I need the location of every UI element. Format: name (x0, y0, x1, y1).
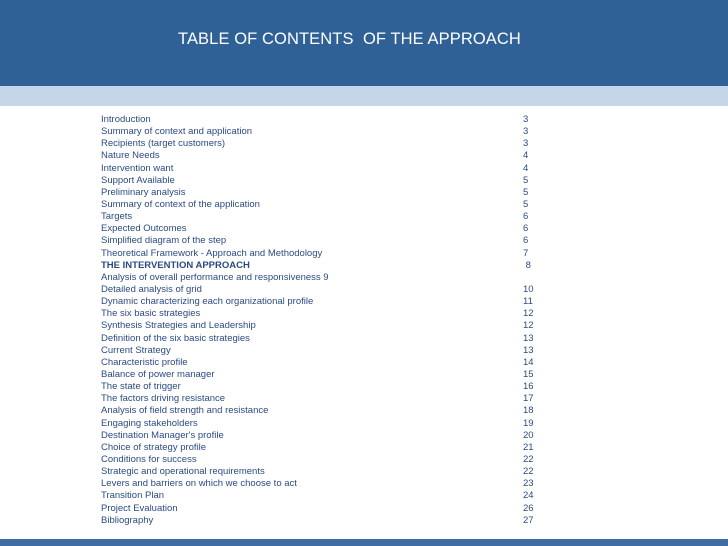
toc-entry (101, 235, 581, 247)
toc-entry-page: 17 (523, 393, 534, 405)
toc-entry-page: 16 (523, 381, 534, 393)
toc-entry (101, 296, 581, 308)
toc-entry-label: Engaging stakeholders (101, 417, 198, 429)
toc-entry-label: Definition of the six basic strategies (101, 332, 250, 344)
toc-entry-page: 4 (523, 150, 529, 162)
toc-entry-page: 3 (523, 114, 529, 125)
toc-entry-label: Theoretical Framework - Approach and Methodology (101, 247, 323, 259)
toc-entry-page: 13 (523, 344, 534, 356)
toc-entry (101, 223, 581, 235)
toc-entry-page: 5 (523, 186, 529, 198)
page-title: TABLE OF CONTENTS OF THE APPROACH (178, 30, 521, 48)
toc-entry-label: Destination Manager's profile (101, 429, 224, 441)
toc-entry (101, 211, 581, 223)
toc-entry (101, 369, 581, 381)
toc-entry-page: 24 (523, 490, 534, 502)
toc-entry (101, 345, 581, 357)
toc-entry (101, 138, 581, 150)
toc-entry-page: 6 (523, 235, 529, 247)
toc-entry-label: Nature Needs (101, 150, 160, 162)
toc-entry-label: Analysis of field strength and resistance (101, 405, 269, 417)
toc-entry-page: 11 (523, 296, 533, 308)
toc-entry-page: 19 (523, 417, 534, 429)
toc-entry (101, 320, 581, 332)
toc-entry-label: The six basic strategies (101, 308, 201, 320)
toc-entry-page: 6 (523, 211, 529, 223)
toc-entry (101, 418, 581, 430)
toc-entry (101, 430, 581, 442)
toc-entry (101, 381, 581, 393)
toc-entry (101, 466, 581, 478)
toc-entry-page: 5 (523, 174, 529, 186)
toc-entry-label: Current Strategy (101, 344, 171, 356)
toc-entry-page: 7 (523, 247, 529, 259)
toc-entry-label: Levers and barriers on which we choose to act (101, 478, 297, 490)
toc-entry-page: 27 (523, 514, 534, 526)
toc-entry-page: 20 (523, 429, 534, 441)
toc-entry (101, 175, 581, 187)
toc-entry-label: Strategic and operational requirements (101, 466, 265, 478)
toc-entry-label: Project Evaluation (101, 502, 178, 514)
toc-entry-page: 3 (523, 126, 529, 138)
toc-entry-label: Targets (101, 211, 133, 223)
toc-entry (101, 478, 581, 490)
toc-entry-label: THE INTERVENTION APPROACH (101, 259, 250, 271)
toc-entry-label: Synthesis Strategies and Leadership (101, 320, 256, 332)
toc-entry-label: Bibliography (101, 514, 154, 526)
toc-entry-label: Transition Plan (101, 490, 165, 502)
toc-entry-label: Characteristic profile (101, 356, 188, 368)
toc-entry (101, 393, 581, 405)
toc-entry-page: 13 (523, 332, 534, 344)
table-of-contents (101, 114, 581, 527)
toc-entry-label: The factors driving resistance (101, 393, 226, 405)
toc-entry-label: Recipients (target customers) (101, 138, 226, 150)
header-divider-band (0, 86, 728, 106)
toc-entry-label: Intervention want (101, 162, 174, 174)
toc-entry-page: 6 (523, 223, 529, 235)
toc-entry (101, 150, 581, 162)
toc-entry (101, 490, 581, 502)
toc-entry (101, 454, 581, 466)
toc-entry (101, 503, 581, 515)
toc-entry-page: 5 (523, 198, 529, 210)
toc-entry-label: Support Available (101, 174, 175, 186)
toc-entry-page: 14 (523, 356, 534, 368)
toc-entry (101, 405, 581, 417)
toc-entry-page: 12 (523, 320, 534, 332)
toc-entry-page: 23 (523, 478, 534, 490)
toc-entry (101, 114, 581, 126)
toc-entry-label: Summary of context and application (101, 126, 253, 138)
toc-entry-page: 10 (523, 283, 534, 295)
header-bar (0, 0, 728, 86)
toc-entry-page: 26 (523, 502, 534, 514)
toc-entry-page: 4 (523, 162, 529, 174)
toc-entry-label: Summary of context of the application (101, 198, 260, 210)
toc-entry (101, 284, 581, 296)
toc-entry-label: Expected Outcomes (101, 223, 187, 235)
toc-entry (101, 260, 581, 272)
toc-entry-label: Introduction (101, 114, 151, 125)
toc-entry (101, 515, 581, 527)
toc-entry-label: Choice of strategy profile (101, 441, 207, 453)
toc-entry (101, 333, 581, 345)
toc-entry-label: Preliminary analysis (101, 186, 186, 198)
toc-entry-label: Balance of power manager (101, 368, 215, 380)
toc-entry (101, 187, 581, 199)
toc-entry (101, 442, 581, 454)
toc-entry-page: 22 (523, 453, 534, 465)
toc-entry-page: 15 (523, 368, 534, 380)
toc-entry-label: The state of trigger (101, 381, 181, 393)
toc-entry-page: 22 (523, 466, 534, 478)
toc-entry-label: Simplified diagram of the step (101, 235, 227, 247)
toc-entry-page: 8 (523, 259, 531, 271)
toc-entry-page: 3 (523, 138, 529, 150)
toc-entry (101, 126, 581, 138)
toc-entry-label: Detailed analysis of grid (101, 283, 202, 295)
toc-entry-page: 21 (523, 441, 534, 453)
toc-entry (101, 272, 581, 284)
toc-entry (101, 163, 581, 175)
toc-entry-page: 12 (523, 308, 534, 320)
toc-entry (101, 199, 581, 211)
toc-entry-label: Analysis of overall performance and responsiveness 9 (101, 271, 329, 283)
footer-band (0, 539, 728, 546)
toc-entry-label: Dynamic characterizing each organizational profile (101, 296, 314, 308)
toc-entry-label: Conditions for success (101, 453, 197, 465)
toc-entry (101, 357, 581, 369)
toc-entry (101, 308, 581, 320)
toc-entry-page: 18 (523, 405, 534, 417)
toc-entry (101, 248, 581, 260)
